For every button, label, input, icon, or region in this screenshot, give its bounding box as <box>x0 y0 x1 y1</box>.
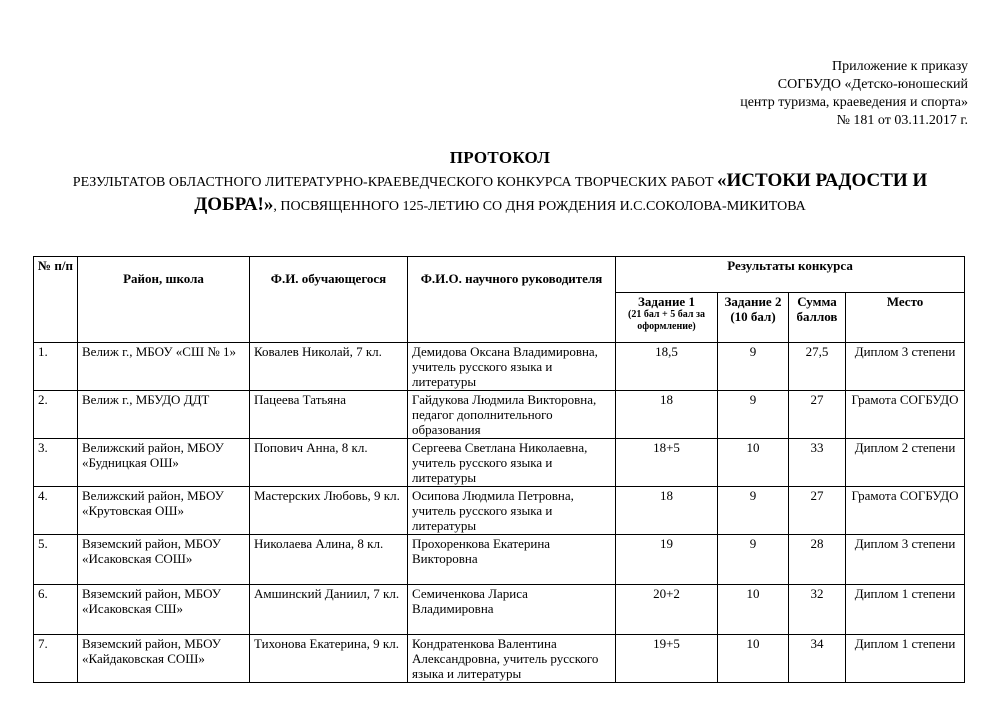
cell-sum: 27 <box>789 391 846 439</box>
appendix-line: центр туризма, краеведения и спорта» <box>740 95 968 110</box>
cell-task2: 9 <box>718 391 789 439</box>
document-title: ПРОТОКОЛ <box>449 148 551 167</box>
cell-supervisor: Осипова Людмила Петровна, учитель русского языка и литературы <box>408 487 616 535</box>
header-task2: Задание 2 (10 бал) <box>718 293 789 343</box>
table-row <box>34 391 965 439</box>
cell-student: Амшинский Даниил, 7 кл. <box>250 585 408 635</box>
cell-supervisor: Гайдукова Людмила Викторовна, педагог дополнительного образования <box>408 391 616 439</box>
cell-supervisor: Демидова Оксана Владимировна, учитель русского языка и литературы <box>408 343 616 391</box>
cell-place: Грамота СОГБУДО <box>846 487 965 535</box>
cell-sum: 27,5 <box>789 343 846 391</box>
table-row <box>34 585 965 635</box>
cell-task1: 18 <box>616 487 718 535</box>
cell-sum: 33 <box>789 439 846 487</box>
cell-student: Николаева Алина, 8 кл. <box>250 535 408 585</box>
cell-task2: 10 <box>718 439 789 487</box>
cell-sum: 27 <box>789 487 846 535</box>
cell-task1: 18 <box>616 391 718 439</box>
appendix-line: Приложение к приказу <box>832 59 968 74</box>
header-num: № п/п <box>34 257 78 343</box>
cell-district: Вяземский район, МБОУ «Кайдаковская СОШ» <box>78 635 250 683</box>
cell-num: 3. <box>34 439 78 487</box>
cell-district: Велиж г., МБОУ «СШ № 1» <box>78 343 250 391</box>
cell-district: Велиж г., МБУДО ДДТ <box>78 391 250 439</box>
contest-name: «ИСТОКИ РАДОСТИ И ДОБРА!» <box>194 170 928 215</box>
cell-supervisor: Прохоренкова Екатерина Викторовна <box>408 535 616 585</box>
cell-student: Ковалев Николай, 7 кл. <box>250 343 408 391</box>
header-task1 <box>616 293 718 343</box>
cell-supervisor: Кондратенкова Валентина Александровна, учитель русского языка и литературы <box>408 635 616 683</box>
cell-num: 5. <box>34 535 78 585</box>
header-sum: Сумма баллов <box>789 293 846 343</box>
header-student: Ф.И. обучающегося <box>250 257 408 343</box>
table-row <box>34 439 965 487</box>
cell-task1: 20+2 <box>616 585 718 635</box>
cell-district: Вяземский район, МБОУ «Исаковская СОШ» <box>78 535 250 585</box>
table-row <box>34 635 965 683</box>
cell-supervisor: Сергеева Светлана Николаевна, учитель русского языка и литературы <box>408 439 616 487</box>
cell-student: Попович Анна, 8 кл. <box>250 439 408 487</box>
header-results: Результаты конкурса <box>616 257 965 293</box>
cell-task2: 9 <box>718 343 789 391</box>
cell-place: Диплом 2 степени <box>846 439 965 487</box>
cell-district: Велижский район, МБОУ «Будницкая ОШ» <box>78 439 250 487</box>
cell-num: 6. <box>34 585 78 635</box>
cell-student: Мастерских Любовь, 9 кл. <box>250 487 408 535</box>
table-row <box>34 487 965 535</box>
cell-district: Вяземский район, МБОУ «Исаковская СШ» <box>78 585 250 635</box>
cell-place: Грамота СОГБУДО <box>846 391 965 439</box>
appendix-line: СОГБУДО «Детско-юношеский <box>777 77 968 92</box>
cell-place: Диплом 1 степени <box>846 585 965 635</box>
cell-sum: 32 <box>789 585 846 635</box>
cell-num: 7. <box>34 635 78 683</box>
cell-task2: 9 <box>718 487 789 535</box>
cell-num: 2. <box>34 391 78 439</box>
header-task1-label: Задание 1 <box>638 294 695 309</box>
cell-student: Пацеева Татьяна <box>250 391 408 439</box>
cell-sum: 34 <box>789 635 846 683</box>
results-table <box>33 256 965 683</box>
cell-place: Диплом 3 степени <box>846 343 965 391</box>
cell-supervisor: Семиченкова Лариса Владимировна <box>408 585 616 635</box>
cell-num: 4. <box>34 487 78 535</box>
table-row <box>34 535 965 585</box>
document-subtitle <box>40 170 960 218</box>
header-task1-note: (21 бал + 5 бал за оформление) <box>628 309 705 332</box>
cell-task1: 18+5 <box>616 439 718 487</box>
cell-task1: 18,5 <box>616 343 718 391</box>
cell-district: Велижский район, МБОУ «Крутовская ОШ» <box>78 487 250 535</box>
cell-place: Диплом 1 степени <box>846 635 965 683</box>
cell-place: Диплом 3 степени <box>846 535 965 585</box>
table-row <box>34 343 965 391</box>
subtitle-part: , ПОСВЯЩЕННОГО 125-ЛЕТИЮ СО ДНЯ РОЖДЕНИЯ И.С.СОКОЛОВА-МИКИТОВА <box>273 199 806 214</box>
cell-sum: 28 <box>789 535 846 585</box>
cell-task1: 19+5 <box>616 635 718 683</box>
cell-task1: 19 <box>616 535 718 585</box>
header-place: Место <box>846 293 965 343</box>
cell-task2: 10 <box>718 585 789 635</box>
appendix-line: № 181 от 03.11.2017 г. <box>836 113 968 128</box>
cell-task2: 10 <box>718 635 789 683</box>
appendix-note <box>740 58 968 130</box>
cell-student: Тихонова Екатерина, 9 кл. <box>250 635 408 683</box>
header-district: Район, школа <box>78 257 250 343</box>
cell-num: 1. <box>34 343 78 391</box>
cell-task2: 9 <box>718 535 789 585</box>
subtitle-part: РЕЗУЛЬТАТОВ ОБЛАСТНОГО ЛИТЕРАТУРНО-КРАЕВЕДЧЕСКОГО КОНКУРСА ТВОРЧЕСКИХ РАБОТ <box>72 175 718 190</box>
header-supervisor: Ф.И.О. научного руководителя <box>408 257 616 343</box>
